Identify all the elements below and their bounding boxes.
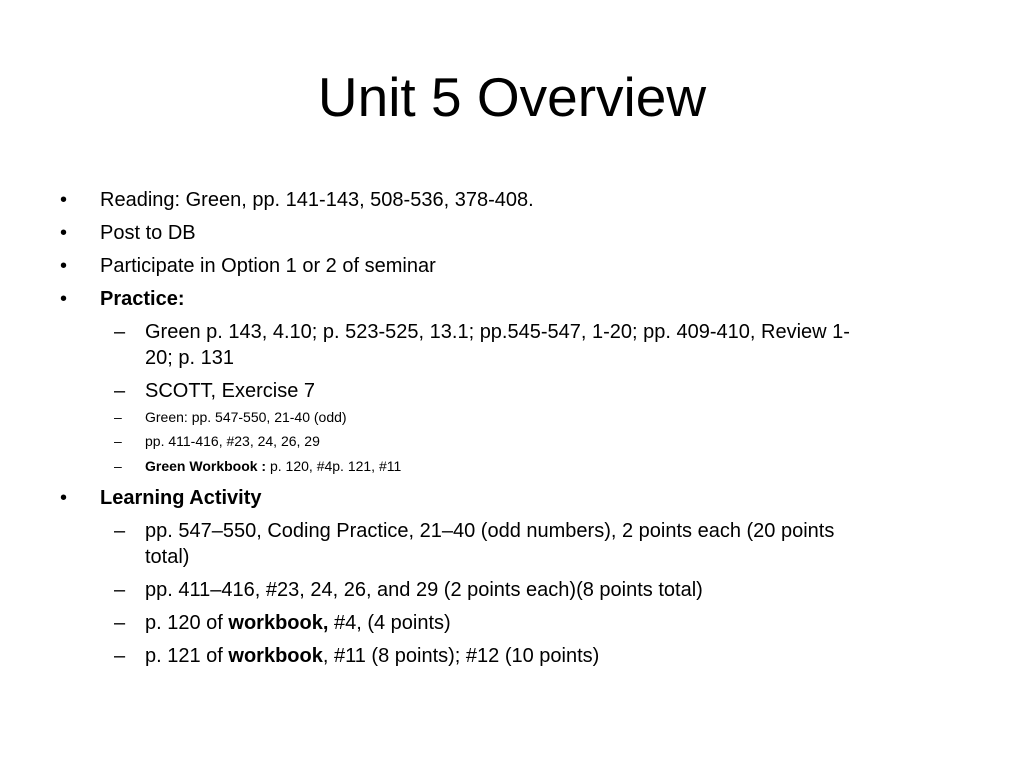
sublist-item-rest: p. 120, #4p. 121, #11 bbox=[269, 458, 402, 474]
dash-icon: – bbox=[114, 433, 122, 449]
bullet-icon: • bbox=[60, 288, 68, 310]
bullet-icon: • bbox=[60, 222, 68, 244]
text-after: , #11 (8 points); #12 (10 points) bbox=[322, 645, 600, 667]
sublist-item-text bbox=[145, 319, 965, 371]
sublist-item-text: SCOTT, Exercise 7 bbox=[145, 380, 316, 402]
list-item-text: Participate in Option 1 or 2 of seminar bbox=[100, 255, 436, 277]
bullet-icon: • bbox=[60, 487, 68, 509]
list-item-text: Post to DB bbox=[100, 222, 196, 244]
sublist-item-text: Green: pp. 547-550, 21-40 (odd) bbox=[145, 409, 347, 425]
sublist-item-text bbox=[145, 610, 965, 636]
sublist-item-text: pp. 411-416, #23, 24, 26, 29 bbox=[145, 433, 320, 449]
sublist-item-text: pp. 411–416, #23, 24, 26, and 29 (2 points each)(8 points total) bbox=[145, 579, 703, 601]
bold-label: Green Workbook : bbox=[145, 458, 270, 474]
bullet-icon: • bbox=[60, 189, 68, 211]
dash-icon: – bbox=[114, 380, 126, 402]
sublist-item-line1: pp. 547–550, Coding Practice, 21–40 (odd numbers), 2 points each (20 points bbox=[145, 520, 835, 542]
dash-icon: – bbox=[114, 520, 126, 542]
section-heading-learning-activity: Learning Activity bbox=[100, 487, 262, 509]
bold-label: workbook, bbox=[228, 612, 329, 634]
dash-icon: – bbox=[114, 645, 126, 667]
sublist-item-line2: total) bbox=[145, 546, 190, 568]
text-after: #4, (4 points) bbox=[328, 612, 451, 634]
text-before: p. 121 of bbox=[145, 645, 229, 667]
slide-title: Unit 5 Overview bbox=[317, 66, 707, 128]
sublist-item-text bbox=[145, 518, 965, 570]
dash-icon: – bbox=[114, 612, 126, 634]
dash-icon: – bbox=[114, 409, 122, 425]
bullet-icon: • bbox=[60, 255, 68, 277]
section-heading-practice: Practice: bbox=[100, 288, 185, 310]
list-item-text: Reading: Green, pp. 141-143, 508-536, 378-408. bbox=[100, 189, 534, 211]
text-before: p. 120 of bbox=[145, 612, 229, 634]
sublist-item-line1: Green p. 143, 4.10; p. 523-525, 13.1; pp.545-547, 1-20; pp. 409-410, Review 1- bbox=[145, 321, 850, 343]
sublist-item-text bbox=[145, 457, 965, 475]
sublist-item-line2: 20; p. 131 bbox=[145, 347, 234, 369]
dash-icon: – bbox=[114, 458, 122, 474]
dash-icon: – bbox=[114, 321, 126, 343]
bold-label: workbook bbox=[228, 645, 323, 667]
sublist-item-text bbox=[145, 643, 965, 669]
dash-icon: – bbox=[114, 579, 126, 601]
